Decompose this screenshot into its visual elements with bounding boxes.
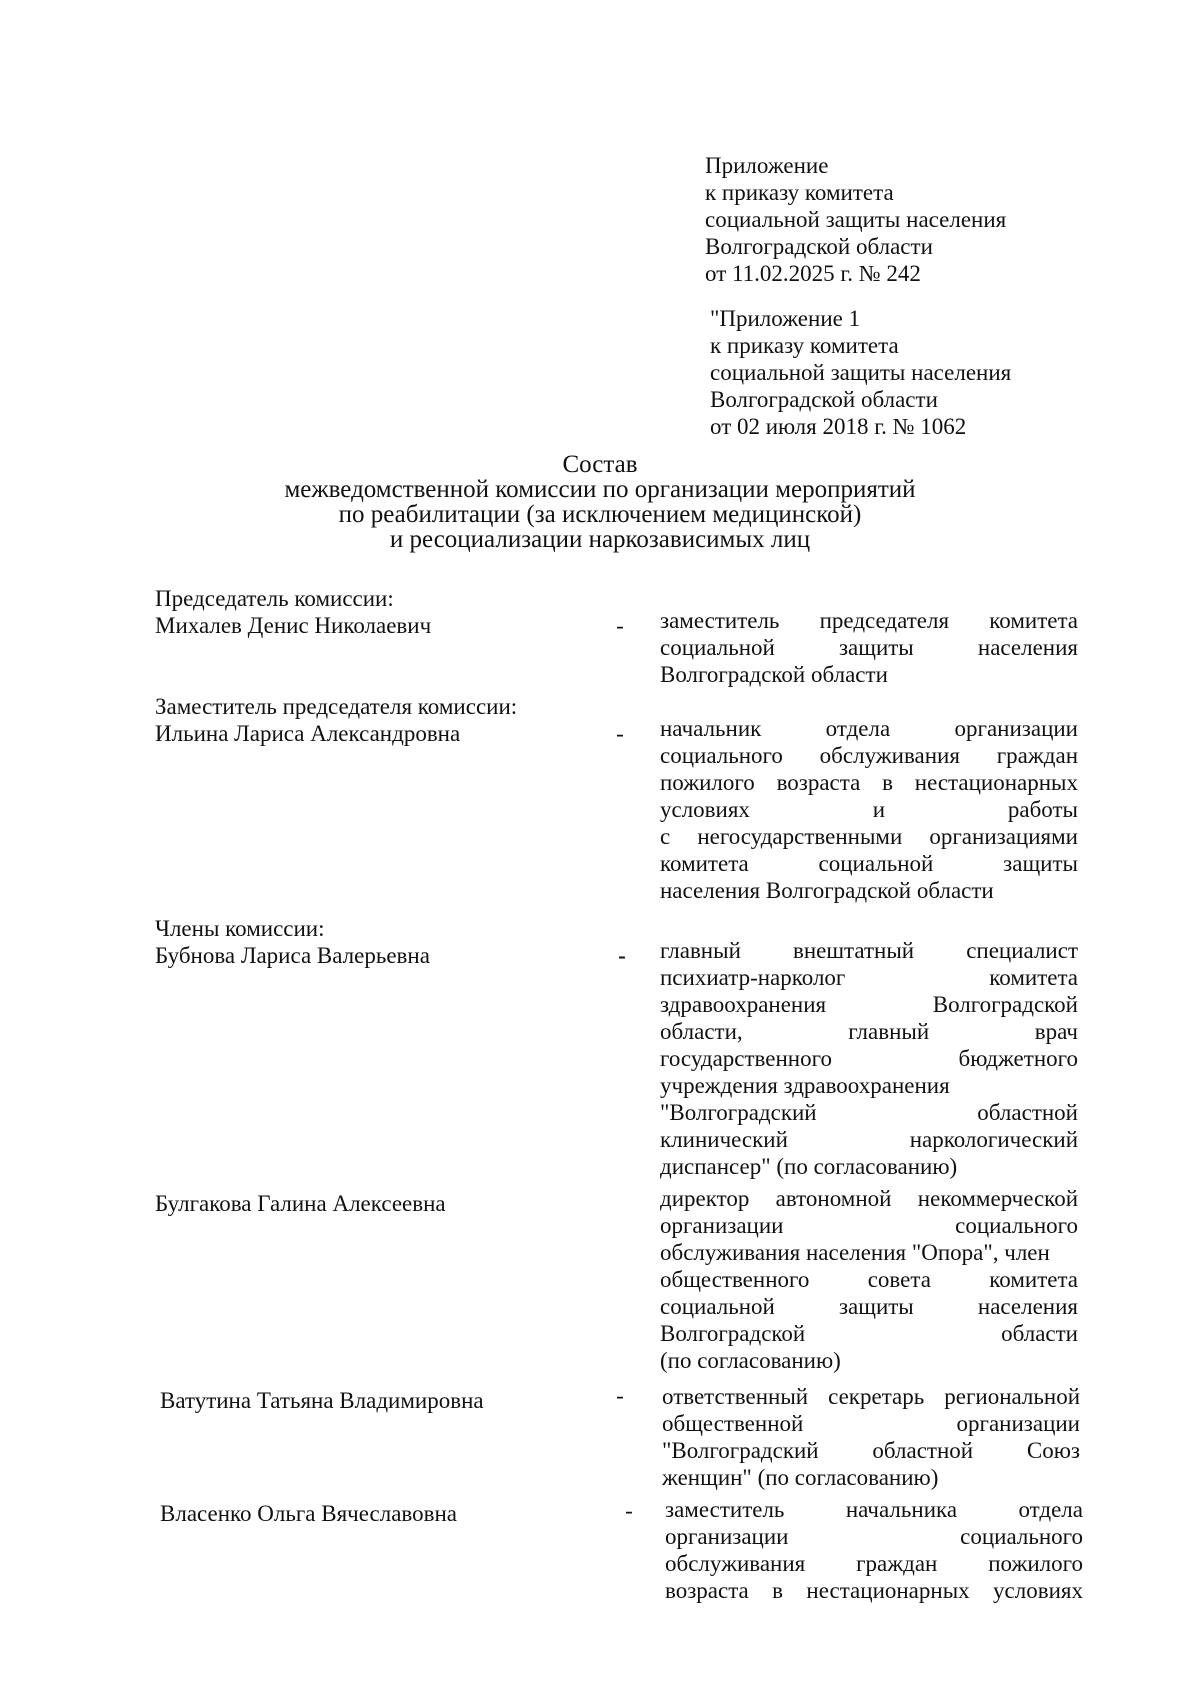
member-position [660,1185,1078,1374]
position-line: общественного совета комитета [660,1267,1078,1292]
position-line: учреждения здравоохранения [660,1073,950,1098]
position-line: "Волгоградский областной [660,1100,1078,1125]
position-line: населения Волгоградской области [660,878,994,903]
approval-block-current [705,152,1065,287]
position-line: клинический наркологический [660,1127,1078,1152]
approval-block-previous [710,305,1070,440]
dash: - [616,721,624,746]
position-line: диспансер" (по согласованию) [660,1154,958,1179]
position-line: ответственный секретарь региональной [662,1384,1080,1409]
position-line: возраста в нестационарных условиях [665,1578,1083,1603]
position-line: обслуживания граждан пожилого [665,1551,1083,1576]
chair-heading: Председатель комиссии: [155,586,394,611]
member-name: Власенко Ольга Вячеславовна [160,1501,458,1526]
position-line: Волгоградской области [660,1321,1078,1346]
deputy-heading: Заместитель председателя комиссии: [155,694,518,719]
member-name: Бубнова Лариса Валерьевна [155,943,430,968]
position-line: организации социального [660,1213,1078,1238]
member-position [662,1383,1080,1491]
position-line: начальник отдела организации [660,716,1078,741]
title-line: межведомственной комиссии по организации мероприятий [284,476,916,503]
approval-line: к приказу комитета [710,333,899,358]
position-line: комитета социальной защиты [660,851,1078,876]
approval-line: от 11.02.2025 г. № 242 [705,261,921,286]
approval-line: социальной защиты населения [710,360,1012,385]
position-line: социального обслуживания граждан [660,743,1078,768]
member-position [660,715,1078,904]
position-line: пожилого возраста в нестационарных [660,770,1078,795]
position-line: (по согласованию) [660,1348,841,1373]
title-line: Состав [562,451,638,478]
position-line: организации социального [665,1524,1083,1549]
member-position [665,1496,1083,1604]
position-line: главный внештатный специалист [660,938,1078,963]
position-line: социальной защиты населения [660,635,1078,660]
position-line: с негосударственными организациями [660,824,1078,849]
position-line: здравоохранения Волгоградской [660,992,1078,1017]
approval-line: Волгоградской области [710,387,938,412]
member-name: Ватутина Татьяна Владимировна [160,1388,484,1413]
dash: - [616,613,624,638]
position-line: "Волгоградский областной Союз [662,1438,1080,1463]
dash: - [616,1383,624,1408]
position-line: условиях и работы [660,797,1078,822]
member-position [660,607,1078,688]
position-line: психиатр-нарколог комитета [660,965,1078,990]
title-line: и ресоциализации наркозависимых лиц [389,526,811,553]
member-name: Михалев Денис Николаевич [155,613,432,638]
position-line: общественной организации [662,1411,1080,1436]
position-line: директор автономной некоммерческой [660,1186,1078,1211]
approval-line: социальной защиты населения [705,207,1007,232]
approval-line: Волгоградской области [705,234,933,259]
position-line: области, главный врач [660,1019,1078,1044]
title-line: по реабилитации (за исключением медицинской) [338,501,862,528]
dash: - [625,1498,633,1523]
member-position [660,937,1078,1180]
member-name: Булгакова Галина Алексеевна [155,1191,446,1216]
approval-line: от 02 июля 2018 г. № 1062 [710,414,967,439]
position-line: Волгоградской области [660,662,888,687]
approval-line: Приложение [705,153,829,178]
members-heading: Члены комиссии: [155,916,325,941]
approval-line: "Приложение 1 [710,306,861,331]
position-line: заместитель начальника отдела [665,1497,1083,1522]
position-line: государственного бюджетного [660,1046,1078,1071]
document-title [150,452,1050,552]
position-line: женщин" (по согласованию) [662,1465,939,1490]
position-line: заместитель председателя комитета [660,608,1078,633]
position-line: социальной защиты населения [660,1294,1078,1319]
position-line: обслуживания населения "Опора", член [660,1240,1050,1265]
approval-line: к приказу комитета [705,180,894,205]
member-name: Ильина Лариса Александровна [155,721,461,746]
dash: - [618,943,626,968]
